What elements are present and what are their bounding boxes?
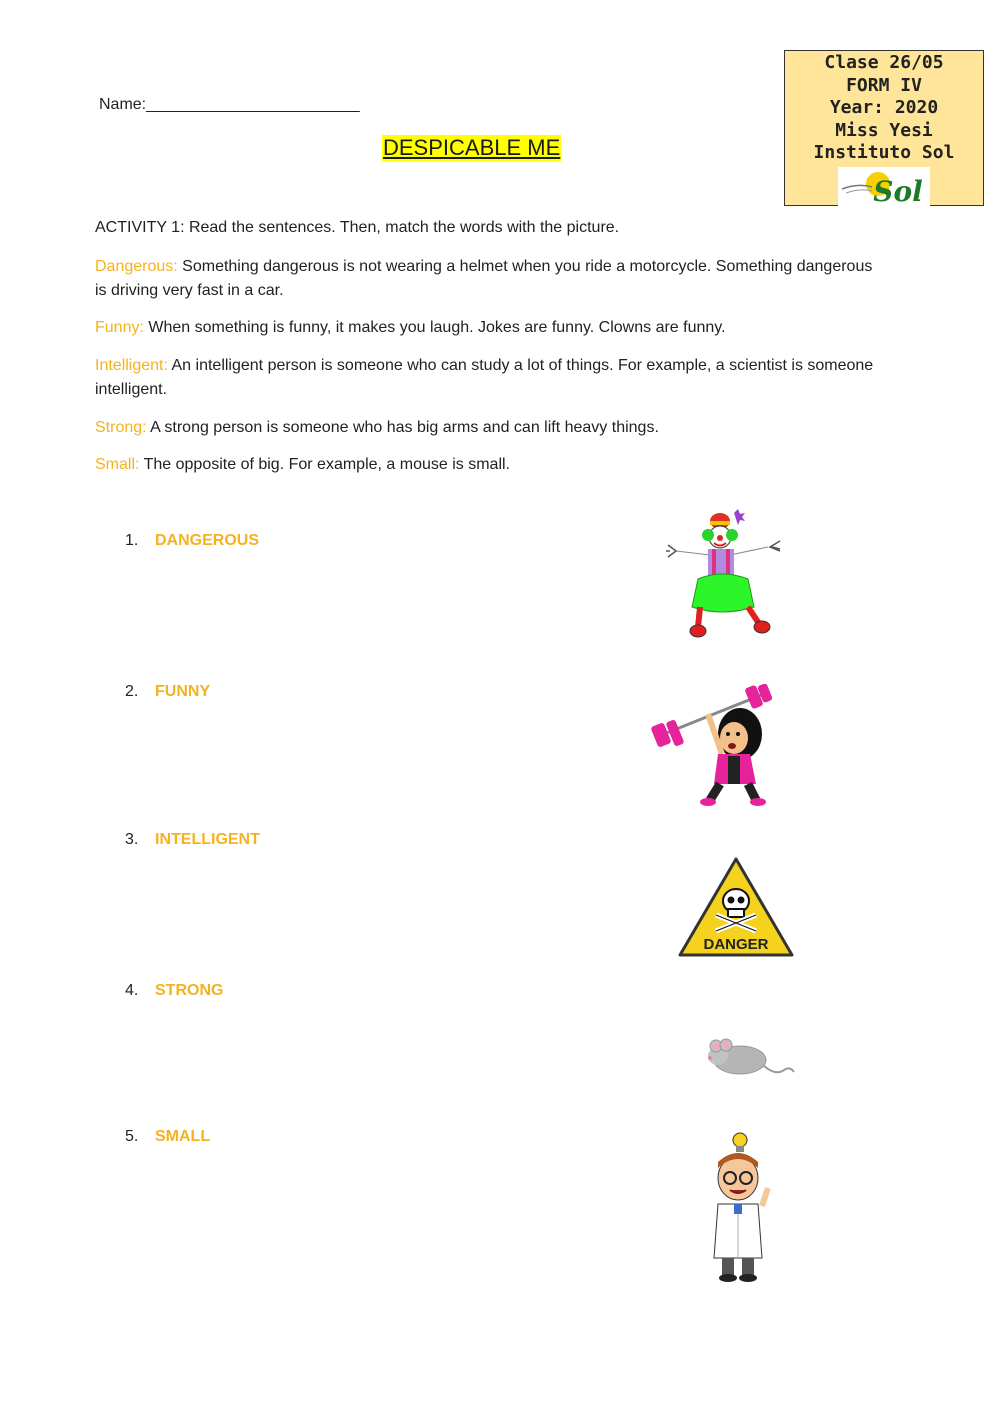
definition-small bbox=[95, 453, 885, 477]
definition-term: Funny: bbox=[95, 319, 144, 336]
activity-instruction: ACTIVITY 1: Read the sentences. Then, match the words with the picture. bbox=[95, 219, 620, 236]
definition-term: Dangerous: bbox=[95, 258, 178, 275]
definition-term: Small: bbox=[95, 456, 140, 473]
info-form: FORM IV bbox=[846, 74, 922, 96]
danger-sign-icon[interactable] bbox=[676, 855, 796, 961]
class-info-box bbox=[784, 50, 984, 206]
definition-intelligent bbox=[95, 354, 885, 402]
info-year: Year: 2020 bbox=[829, 97, 939, 118]
clown-icon[interactable] bbox=[664, 507, 788, 641]
item-number: 5. bbox=[125, 1128, 139, 1145]
definition-term: Strong: bbox=[95, 419, 147, 436]
page-title: DESPICABLE ME bbox=[383, 135, 561, 160]
danger-sign-text: DANGER bbox=[703, 936, 769, 953]
definition-text: A strong person is someone who has big arms and can lift heavy things. bbox=[146, 419, 659, 436]
definition-text: Something dangerous is not wearing a helmet when you ride a motorcycle. Something dangerous is driving very fast in a car. bbox=[95, 258, 873, 299]
match-item-funny[interactable] bbox=[125, 683, 210, 701]
info-school: Instituto Sol bbox=[813, 142, 955, 163]
match-item-strong[interactable] bbox=[125, 982, 223, 1000]
definition-text: The opposite of big. For example, a mouse is small. bbox=[139, 456, 510, 473]
item-word: STRONG bbox=[155, 982, 224, 999]
item-number: 3. bbox=[125, 831, 139, 848]
weightlifter-girl-icon[interactable] bbox=[648, 684, 790, 808]
definition-strong bbox=[95, 416, 885, 440]
info-teacher: Miss Yesi bbox=[835, 119, 933, 141]
mouse-icon[interactable] bbox=[704, 1036, 796, 1080]
item-word: SMALL bbox=[155, 1128, 211, 1145]
match-item-intelligent[interactable] bbox=[125, 831, 260, 849]
item-word: FUNNY bbox=[155, 683, 211, 700]
item-number: 4. bbox=[125, 982, 139, 999]
item-word: INTELLIGENT bbox=[155, 831, 260, 848]
definition-text: When something is funny, it makes you laugh. Jokes are funny. Clowns are funny. bbox=[143, 319, 726, 336]
scientist-icon[interactable] bbox=[704, 1128, 780, 1284]
definition-text: An intelligent person is someone who can study a lot of things. For example, a scientist is someone intelligent. bbox=[95, 357, 874, 398]
item-word: DANGEROUS bbox=[155, 532, 260, 549]
logo-text: Sol bbox=[873, 174, 923, 208]
match-item-small[interactable] bbox=[125, 1128, 210, 1146]
info-class-date: Clase 26/05 bbox=[824, 52, 944, 73]
match-item-dangerous[interactable] bbox=[125, 532, 259, 550]
definition-dangerous bbox=[95, 255, 885, 303]
item-number: 1. bbox=[125, 532, 139, 549]
item-number: 2. bbox=[125, 683, 139, 700]
name-field[interactable]: Name:________________________ bbox=[99, 96, 360, 113]
definition-term: Intelligent: bbox=[95, 357, 168, 374]
definition-funny bbox=[95, 316, 885, 340]
school-logo-icon bbox=[838, 167, 930, 209]
